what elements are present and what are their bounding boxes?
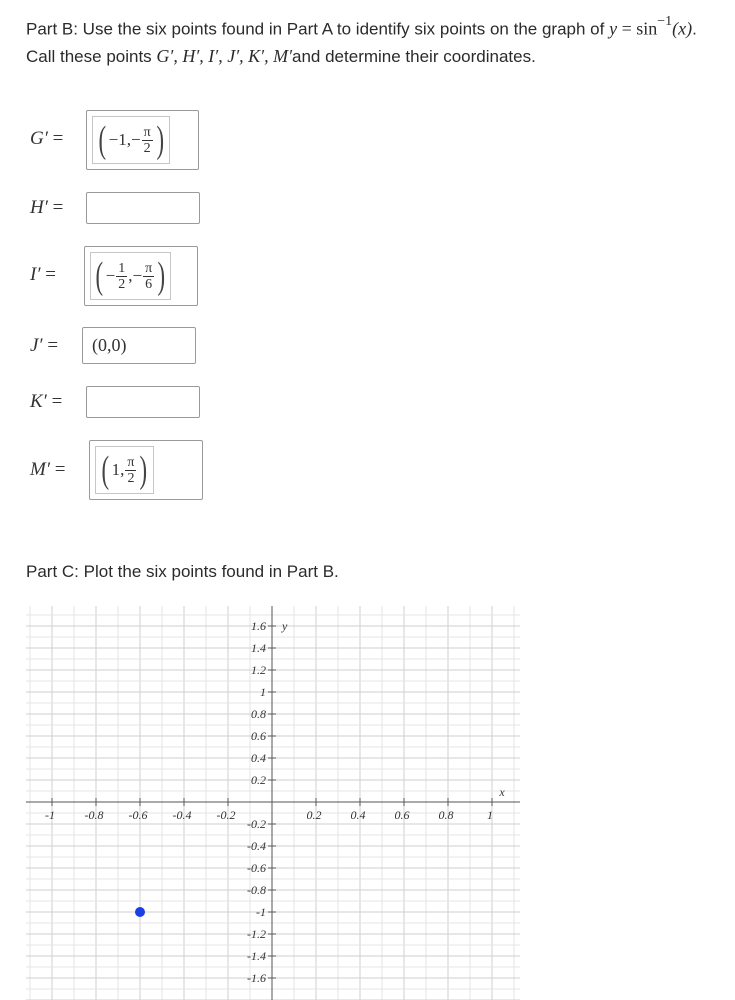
y-tick-label: -0.6 <box>247 861 266 875</box>
y-tick-label: 1.4 <box>251 641 266 655</box>
label-g-prime: G′ = <box>30 128 64 149</box>
y-axis-label: y <box>282 619 288 633</box>
x-axis-label: x <box>499 785 505 799</box>
label-m-prime: M′ = <box>30 459 66 480</box>
answer-input-j-prime[interactable] <box>82 327 196 364</box>
x-tick-label: 0.6 <box>394 808 410 822</box>
y-tick-label: 0.4 <box>251 751 266 765</box>
x-tick-label: 0.4 <box>350 808 366 822</box>
y-tick-label: -1.2 <box>247 927 266 941</box>
y-tick-label: 0.6 <box>251 729 266 743</box>
part-b-instructions: Part B: Use the six points found in Part A to identify six points on the graph of $y = \sin^{-1}(x)$. Call these points G′, H′, I′, J′, K′, M′and determine their coordinates. <box>26 14 697 66</box>
y-tick-label: -1 <box>256 905 266 919</box>
label-k-prime: K′ = <box>30 391 63 412</box>
answer-value-m-prime: ( 1, $\frac{\pi}{2}$ ) <box>95 446 154 494</box>
answer-value-g-prime: ( −1,− $\frac{\pi}{2}$ ) <box>92 116 170 164</box>
label-i-prime: I′ = <box>30 264 56 285</box>
points-list: G′, H′, I′, J′, K′, M′ <box>156 45 293 66</box>
answer-input-g-prime[interactable] <box>86 110 199 170</box>
answer-input-m-prime[interactable] <box>89 440 203 500</box>
label-h-prime: H′ = <box>30 197 64 218</box>
x-tick-label: -0.4 <box>172 808 192 822</box>
x-tick-label: 0.8 <box>438 808 454 822</box>
y-tick-label: -0.8 <box>247 883 266 897</box>
plotted-point <box>135 907 145 917</box>
y-tick-label: -1.4 <box>247 949 266 963</box>
y-tick-label: 1.2 <box>251 663 266 677</box>
equation-exponent: −1 <box>657 14 673 29</box>
y-tick-label: 1 <box>260 685 266 699</box>
answer-value-j-prime: (0,0) <box>92 335 127 355</box>
answer-input-k-prime[interactable] <box>86 386 200 418</box>
coordinate-graph[interactable] <box>0 600 735 1000</box>
y-tick-label: -0.2 <box>247 817 266 831</box>
part-c-title: Part C: Plot the six points found in Part B. <box>26 562 339 581</box>
x-tick-label: 1 <box>487 808 493 822</box>
y-tick-label: 1.6 <box>251 619 266 633</box>
equation-argument: (x) <box>672 18 693 39</box>
x-tick-label: -0.8 <box>84 808 104 822</box>
equation-sin: = sin <box>617 18 658 39</box>
answer-input-h-prime[interactable] <box>86 192 200 224</box>
y-tick-label: 0.2 <box>251 773 266 787</box>
y-tick-label: -1.6 <box>247 971 266 985</box>
answer-value-i-prime: ( − $\frac{1}{2}$ ,− $\frac{\pi}{6}$ ) <box>90 252 171 300</box>
x-tick-label: -0.2 <box>216 808 236 822</box>
answer-input-i-prime[interactable] <box>84 246 198 306</box>
x-tick-label: -1 <box>45 808 55 822</box>
x-tick-label: -0.6 <box>128 808 148 822</box>
label-j-prime: J′ = <box>30 335 59 356</box>
y-tick-label: 0.8 <box>251 707 266 721</box>
equation-y: y <box>609 18 618 39</box>
x-tick-label: 0.2 <box>306 808 322 822</box>
y-tick-label: -0.4 <box>247 839 266 853</box>
